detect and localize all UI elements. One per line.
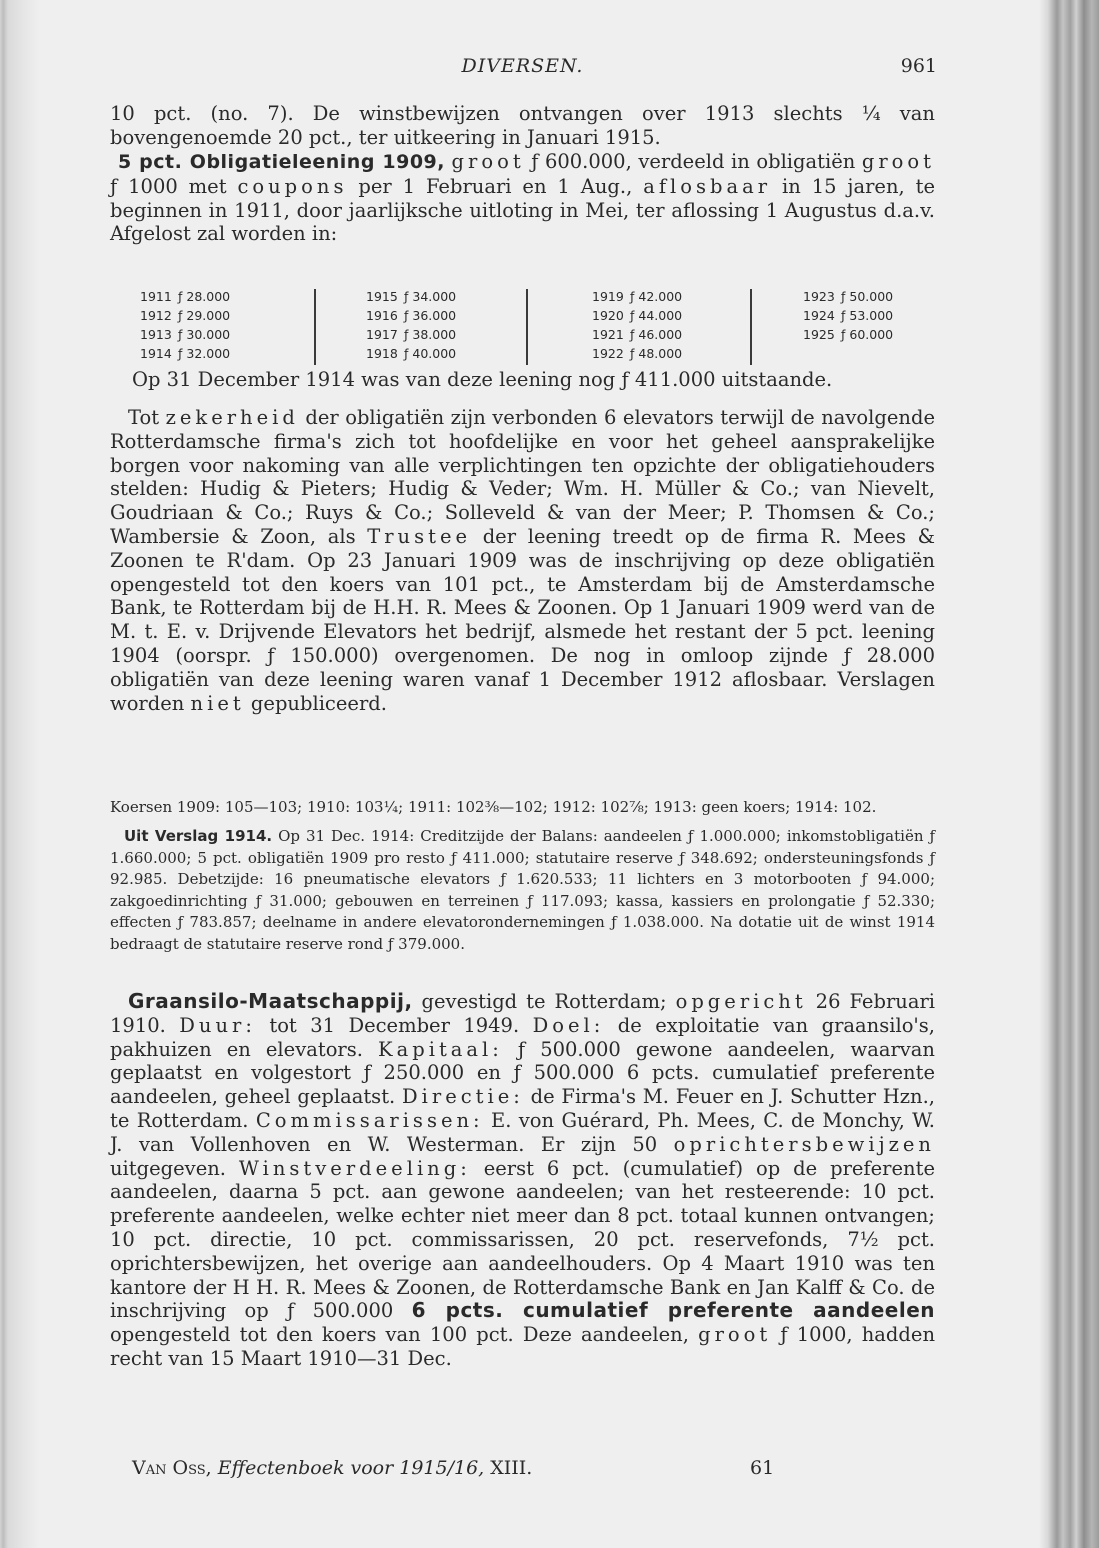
year: 1919 xyxy=(592,289,624,304)
amount: ƒ 44.000 xyxy=(630,308,683,323)
year: 1923 xyxy=(803,289,835,304)
schedule-row xyxy=(366,344,456,363)
redemption-schedule xyxy=(140,287,910,367)
spaced-term: groot xyxy=(451,150,525,173)
year: 1918 xyxy=(366,346,398,361)
spaced-term: groot xyxy=(861,150,935,173)
schedule-row xyxy=(592,344,682,363)
schedule-row xyxy=(803,287,893,306)
schedule-row xyxy=(592,306,682,325)
schedule-row xyxy=(366,287,456,306)
amount: ƒ 36.000 xyxy=(404,308,457,323)
koersen-line: Koersen 1909: 105—103; 1910: 103¼; 1911: 102⅜—102; 1912: 102⅞; 1913: geen koers; 1914: 102. xyxy=(110,798,877,816)
footer-book-title: Effectenboek voor 1915/16, xyxy=(211,1457,485,1479)
amount: ƒ 48.000 xyxy=(630,346,683,361)
verslag-heading: Uit Verslag 1914. xyxy=(124,827,273,845)
text: Op 31 Dec. 1914: Creditzijde der Balans: aandeelen ƒ 1.000.000; inkomstobligatiën ƒ 1.660.000; 5 pct. obligatiën 1909 pro resto ƒ 411.000; statutaire reserve ƒ 348.692; ondersteuningsfonds ƒ 92.985. Debetzijde: 16 pneumatische elevators ƒ 1.620.533; 11 lichters en 3 motorbooten ƒ 94.000; zakgoedinrichting ƒ 31.000; gebouwen en terreinen ƒ 117.093; kassa, kassiers en prolongatie ƒ 52.330; effecten ƒ 783.857; deelname in andere elevatorondernemingen ƒ 1.038.000. Na dotatie uit de winst 1914 bedraagt de statutaire reserve rond ƒ 379.000. xyxy=(110,827,936,953)
year: 1911 xyxy=(140,289,172,304)
paragraph-zekerheid xyxy=(110,406,935,715)
text: ƒ 600.000, verdeeld in obligatiën xyxy=(524,150,862,173)
amount: ƒ 34.000 xyxy=(404,289,457,304)
schedule-row xyxy=(366,306,456,325)
year: 1925 xyxy=(803,327,835,342)
amount: ƒ 29.000 xyxy=(178,308,231,323)
text: der leening treedt op de firma R. Mees & Zoonen te R'dam. Op 23 Januari 1909 was de inschrijving op deze obligatiën opengesteld tot den koers van 101 pct., te Amsterdam bij de Amsterdamsche Bank, te Rotterdam bij de H.H. R. Mees & Zoonen. Op 1 Januari 1909 werd van de M. t. E. v. Drijvende Elevators het bedrijf, alsmede het restant der 5 pct. leening 1904 (oorspr. ƒ 150.000) overgenomen. De nog in omloop zijnde ƒ 28.000 obligatiën van deze leening waren vanaf 1 December 1912 aflosbaar. Verslagen worden xyxy=(110,524,935,715)
year: 1915 xyxy=(366,289,398,304)
text: opengesteld tot den koers van 100 pct. Deze aandeelen, xyxy=(110,1323,699,1347)
text: per 1 Februari en 1 Aug., xyxy=(347,174,644,198)
spaced-term: zekerheid xyxy=(165,406,299,429)
spaced-term: Trustee xyxy=(367,524,472,548)
footer-citation xyxy=(132,1457,532,1479)
schedule-row xyxy=(140,287,230,306)
spaced-term: Duur: xyxy=(179,1013,256,1037)
outstanding-note: Op 31 December 1914 was van deze leening nog ƒ 411.000 uitstaande. xyxy=(132,368,833,391)
spaced-term: niet xyxy=(190,691,245,715)
spaced-term: Doel: xyxy=(532,1013,605,1037)
text: tot 31 December 1949. xyxy=(255,1013,533,1037)
text: uitgegeven. xyxy=(110,1156,239,1180)
schedule-row xyxy=(592,325,682,344)
spaced-term: Winstverdeeling: xyxy=(238,1156,471,1180)
year: 1917 xyxy=(366,327,398,342)
text: ƒ 500.000 gewone aandeelen, waarvan geplaatst en volgestort ƒ 250.000 en ƒ 500.000 6 pcts. cumulatief preferente aandeelen, geheel geplaatst. xyxy=(110,1037,935,1109)
year: 1920 xyxy=(592,308,624,323)
amount: ƒ 30.000 xyxy=(178,327,231,342)
schedule-row xyxy=(803,325,893,344)
column-divider xyxy=(750,289,752,365)
page-number: 961 xyxy=(900,55,937,77)
column-divider xyxy=(314,289,316,365)
schedule-column-4 xyxy=(803,287,893,367)
footer-volume: XIII. xyxy=(484,1457,533,1479)
paragraph-verslag xyxy=(110,826,935,955)
spaced-term: Kapitaal: xyxy=(378,1037,503,1061)
schedule-column-1 xyxy=(140,287,230,367)
page-footer xyxy=(110,1457,935,1483)
book-page xyxy=(110,0,935,1548)
year: 1916 xyxy=(366,308,398,323)
text: der obligatiën zijn verbonden 6 elevators terwijl de navolgende Rotterdamsche firma's zich tot hoofdelijke en voor het geheel aansprakelijke borgen voor nakoming van alle verplichtingen ten opzichte der obligatiehouders stelden: Hudig & Pieters; Hudig & Veder; Wm. H. Müller & Co.; van Nievelt, Goudriaan & Co.; Ruys & Co.; Solleveld & van der Meer; P. Thomsen & Co.; Wambersie & Zoon, als xyxy=(110,406,935,548)
running-title: DIVERSEN. xyxy=(461,55,584,77)
text: ƒ 1000, hadden recht van 15 Maart 1910—31 Dec. xyxy=(110,1323,935,1370)
spaced-term: Directie: xyxy=(402,1085,524,1109)
amount: ƒ 46.000 xyxy=(630,327,683,342)
paragraph-graansilo xyxy=(110,990,935,1371)
schedule-row xyxy=(140,325,230,344)
spaced-term: coupons xyxy=(237,174,348,198)
text: in 15 jaren, te beginnen in 1911, door jaarlijksche uitloting in Mei, ter aflossing 1 Augustus d.a.v. Afgelost zal worden in: xyxy=(110,174,936,246)
spaced-term: groot xyxy=(698,1323,772,1347)
amount: ƒ 50.000 xyxy=(841,289,894,304)
amount: ƒ 60.000 xyxy=(841,327,894,342)
year: 1924 xyxy=(803,308,835,323)
text: 26 Februari 1910. xyxy=(110,990,936,1037)
amount: ƒ 32.000 xyxy=(178,346,231,361)
spaced-term: opgericht xyxy=(675,990,807,1013)
year: 1914 xyxy=(140,346,172,361)
year: 1912 xyxy=(140,308,172,323)
schedule-column-2 xyxy=(366,287,456,367)
schedule-row xyxy=(592,287,682,306)
running-head xyxy=(110,55,935,85)
company-heading: Graansilo-Maatschappij, xyxy=(128,989,413,1013)
footer-author: Van Oss, xyxy=(132,1457,212,1479)
paragraph-winstbewijzen: 10 pct. (no. 7). De winstbewijzen ontvangen over 1913 slechts ¼ van bovengenoemde 20 pct., ter uitkeering in Januari 1915. xyxy=(110,102,935,149)
schedule-row xyxy=(140,344,230,363)
amount: ƒ 53.000 xyxy=(841,308,894,323)
column-divider xyxy=(526,289,528,365)
bold-term: 6 pcts. cumulatief preferente aandeelen xyxy=(411,1298,935,1323)
amount: ƒ 42.000 xyxy=(630,289,683,304)
loan-heading: 5 pct. Obligatieleening 1909, xyxy=(118,151,445,173)
year: 1913 xyxy=(140,327,172,342)
text: gevestigd te Rotterdam; xyxy=(412,990,676,1013)
spaced-term: oprichtersbewijzen xyxy=(673,1132,935,1156)
page-binding-right-edge xyxy=(1039,0,1099,1548)
spaced-term: Commissarissen: xyxy=(255,1108,484,1132)
signature-mark: 61 xyxy=(750,1457,775,1479)
schedule-row xyxy=(140,306,230,325)
year: 1922 xyxy=(592,346,624,361)
schedule-row xyxy=(803,306,893,325)
text: eerst 6 pct. (cumulatief) op de preferente aandeelen, daarna 5 pct. aan gewone aandeelen; van het resteerende: 10 pct. preferente aandeelen, welke echter niet meer dan 8 pct. totaal kunnen ontvangen; 10 pct. directie, 10 pct. commissarissen, 20 pct. reservefonds, 7½ pct. oprichtersbewijzen, het overige aan aandeelhouders. Op 4 Maart 1910 was ten kantore der H H. R. Mees & Zoonen, de Rotterdamsche Bank en Jan Kalff & Co. de inschrijving op ƒ 500.000 xyxy=(110,1156,935,1323)
text: ƒ 1000 met xyxy=(110,174,238,198)
schedule-column-3 xyxy=(592,287,682,367)
paragraph-obligatieleening xyxy=(110,150,935,246)
amount: ƒ 38.000 xyxy=(404,327,457,342)
year: 1921 xyxy=(592,327,624,342)
page-binding-left-edge xyxy=(0,0,40,1548)
text: gepubliceerd. xyxy=(244,691,387,715)
spaced-term: aflosbaar xyxy=(643,174,772,198)
text: de exploitatie van graansilo's, pakhuizen en elevators. xyxy=(110,1013,936,1061)
text: Tot xyxy=(128,406,166,429)
amount: ƒ 40.000 xyxy=(404,346,457,361)
text: E. von Guérard, Ph. Mees, C. de Monchy, W. J. van Vollenhoven en W. Westerman. Er zijn 50 xyxy=(110,1108,935,1156)
amount: ƒ 28.000 xyxy=(178,289,231,304)
schedule-row xyxy=(366,325,456,344)
text: de Firma's M. Feuer en J. Schutter Hzn., te Rotterdam. xyxy=(110,1085,935,1132)
